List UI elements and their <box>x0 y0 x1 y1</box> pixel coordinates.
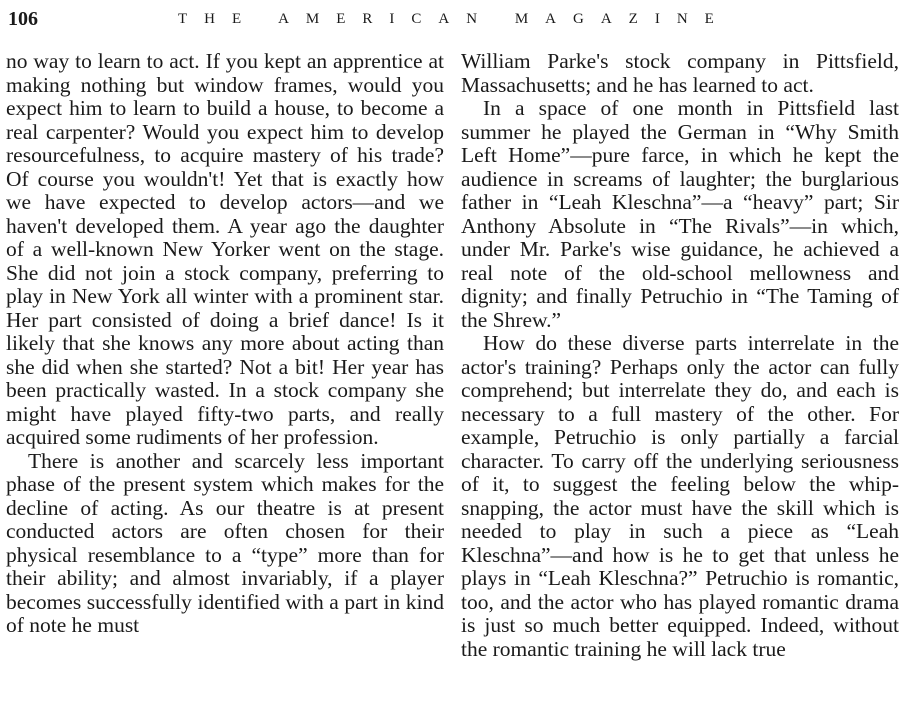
page-header <box>8 6 901 32</box>
left-paragraph-2: There is another and scarcely less important phase of the present system which makes for the decline of acting. As our theatre is at present conducted actors are often chosen for their physical resemblance to a “type” more than for their ability; and almost invariably, if a player becomes successfully identified with a part in kind of note he must <box>6 448 444 637</box>
right-column <box>461 50 899 661</box>
left-paragraph-1: no way to learn to act. If you kept an apprentice at making nothing but window frames, would you expect him to learn to build a house, to become a real carpenter? Would you expect him to develop resourcefulness, to acquire mastery of his trade? Of course you wouldn't! Yet that is exactly how we have expected to develop actors—and we haven't developed them. A year ago the daughter of a well-known New Yorker went on the stage. She did not join a stock company, preferring to play in New York all winter with a prominent star. Her part consisted of doing a brief dance! Is it likely that she knows any more about acting than she did when she started? Not a bit! Her year has been practically wasted. In a stock company she might have played fifty-two parts, and really acquired some rudiments of her profession. <box>6 49 444 449</box>
right-paragraph-2: In a space of one month in Pittsfield last summer he played the German in “Why Smith Left Home”—pure farce, in which he kept the audience in screams of laughter; the burglarious father in “Leah Kleschna”—a “heavy” part; Sir Anthony Absolute in “The Rivals”—in which, under Mr. Parke's wise guidance, he achieved a real note of the old-school mellowness and dignity; and finally Petruchio in “The Taming of the Shrew.” <box>461 96 899 332</box>
right-paragraph-3: How do these diverse parts interrelate in the actor's training? Perhaps only the actor can fully comprehend; but interrelate they do, and each is necessary to a full mastery of the other. For example, Petruchio is only partially a farcial character. To carry off the underlying seriousness of it, to suggest the feeling below the whip-snapping, the actor must have the skill which is needed to play in such a piece as “Leah Kleschna”—and how is he to get that unless he plays in “Leah Kleschna?” Petruchio is romantic, too, and the actor who has played romantic drama is just so much better equipped. Indeed, without the romantic training he will lack true <box>461 331 899 661</box>
left-column <box>6 50 444 638</box>
right-paragraph-1: William Parke's stock company in Pittsfield, Massachusetts; and he has learned to act. <box>461 49 899 97</box>
running-title: THE AMERICAN MAGAZINE <box>178 11 731 27</box>
page-number: 106 <box>8 8 38 30</box>
